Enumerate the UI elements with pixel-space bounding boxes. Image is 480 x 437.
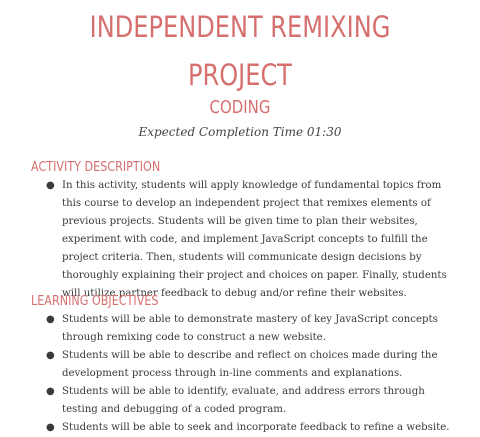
expected-completion-time: Expected Completion Time 01:30 <box>138 125 342 139</box>
activity-description-heading: ACTIVITY DESCRIPTION <box>31 160 161 175</box>
list-item-text: In this activity, students will apply knowledge of fundamental topics from this course to develop an independent project that remixes elements of previous projects. Students will be given time to plan their websites, experiment with code, and implement JavaScript concepts to fulfill the project criteria. Then, students will communicate design decisions by thoroughly explaining their project and choices on paper. Finally, students will utilize partner feedback to debug and/or refine their websites. <box>62 180 447 299</box>
list-item <box>36 311 461 347</box>
list-item <box>36 383 461 419</box>
bullet-dot-icon: ● <box>46 386 55 397</box>
document-title-line-2: PROJECT <box>187 58 293 92</box>
list-item-text: Students will be able to identify, evaluate, and address errors through testing and debugging of a coded program. <box>62 386 425 415</box>
bullet-dot-icon: ● <box>46 350 55 361</box>
document-subtitle: CODING <box>209 97 271 118</box>
list-item-text: Students will be able to describe and reflect on choices made during the development process through in-line comments and explanations. <box>62 350 438 379</box>
list-item <box>36 347 461 383</box>
bullet-dot-icon: ● <box>46 180 55 191</box>
list-item-text: Students will be able to demonstrate mastery of key JavaScript concepts through remixing code to construct a new website. <box>62 314 438 343</box>
learning-objectives-list <box>36 311 461 437</box>
document-title-line-1: INDEPENDENT REMIXING <box>89 10 391 44</box>
learning-objectives-heading: LEARNING OBJECTIVES <box>31 294 159 309</box>
list-item <box>36 419 461 437</box>
bullet-dot-icon: ● <box>46 422 55 433</box>
list-item <box>36 177 461 303</box>
list-item-text: Students will be able to seek and incorporate feedback to refine a website. <box>62 422 450 433</box>
bullet-dot-icon: ● <box>46 314 55 325</box>
activity-description-list <box>36 177 461 303</box>
